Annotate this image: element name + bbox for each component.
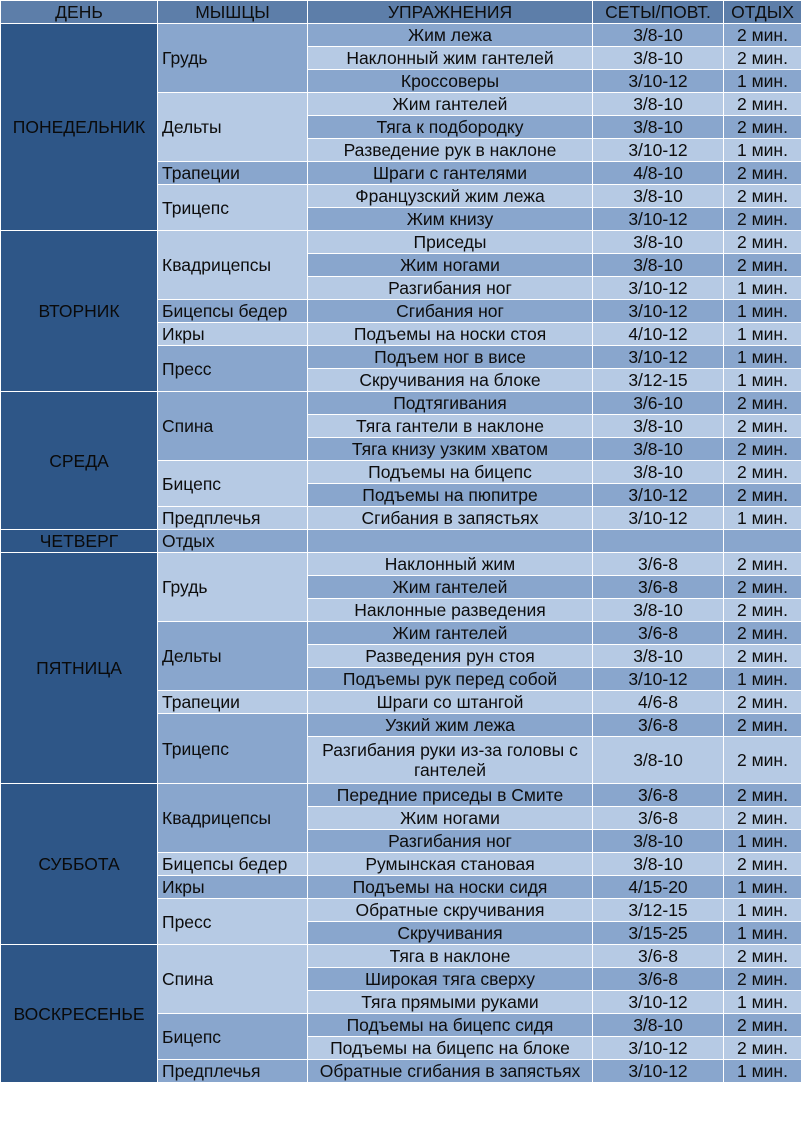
muscle-cell: Пресс: [158, 346, 308, 392]
header-rest: ОТДЫХ: [724, 1, 801, 24]
sets-cell: 3/8-10: [593, 830, 724, 853]
sets-cell: 3/10-12: [593, 1060, 724, 1083]
rest-cell: 2 мин.: [724, 691, 801, 714]
exercise-cell: Узкий жим лежа: [308, 714, 593, 737]
exercise-cell: Жим ногами: [308, 807, 593, 830]
rest-cell: 2 мин.: [724, 208, 801, 231]
rest-cell: 2 мин.: [724, 784, 801, 807]
exercise-cell: Жим ногами: [308, 254, 593, 277]
muscle-cell: Икры: [158, 323, 308, 346]
sets-cell: 3/10-12: [593, 484, 724, 507]
sets-cell: 3/8-10: [593, 853, 724, 876]
muscle-cell: Трапеции: [158, 691, 308, 714]
sets-cell: 3/8-10: [593, 24, 724, 47]
rest-cell: 1 мин.: [724, 991, 801, 1014]
exercise-cell: Жим гантелей: [308, 93, 593, 116]
header-exercises: УПРАЖНЕНИЯ: [308, 1, 593, 24]
rest-cell: 2 мин.: [724, 162, 801, 185]
muscle-cell: Бицепсы бедер: [158, 853, 308, 876]
exercise-cell: Широкая тяга сверху: [308, 968, 593, 991]
exercise-cell: Разведения рун стоя: [308, 645, 593, 668]
rest-cell: 2 мин.: [724, 254, 801, 277]
exercise-cell: Подъемы на носки сидя: [308, 876, 593, 899]
rest-cell: 2 мин.: [724, 737, 801, 784]
rest-cell: 2 мин.: [724, 553, 801, 576]
rest-cell: 2 мин.: [724, 93, 801, 116]
muscle-cell: Пресс: [158, 899, 308, 945]
sets-cell: 3/10-12: [593, 346, 724, 369]
day-cell: ПОНЕДЕЛЬНИК: [1, 24, 158, 231]
sets-cell: 3/10-12: [593, 139, 724, 162]
rest-cell: 1 мин.: [724, 876, 801, 899]
rest-cell: 1 мин.: [724, 1060, 801, 1083]
rest-cell: 1 мин.: [724, 369, 801, 392]
exercise-cell: Тяга гантели в наклоне: [308, 415, 593, 438]
sets-cell: 3/8-10: [593, 116, 724, 139]
muscle-cell: Грудь: [158, 553, 308, 622]
muscle-cell: Предплечья: [158, 507, 308, 530]
table-row: [1, 24, 801, 47]
sets-cell: 4/6-8: [593, 691, 724, 714]
muscle-cell: Предплечья: [158, 1060, 308, 1083]
exercise-cell: Подъемы на пюпитре: [308, 484, 593, 507]
exercise-cell: Подъемы на бицепс на блоке: [308, 1037, 593, 1060]
exercise-cell: Передние приседы в Смите: [308, 784, 593, 807]
sets-cell: 3/8-10: [593, 47, 724, 70]
sets-cell: 3/6-8: [593, 807, 724, 830]
sets-cell: 3/8-10: [593, 1014, 724, 1037]
sets-cell: 3/6-8: [593, 553, 724, 576]
exercise-cell: Сгибания ног: [308, 300, 593, 323]
rest-cell: 1 мин.: [724, 668, 801, 691]
rest-cell: 2 мин.: [724, 438, 801, 461]
muscle-cell: Спина: [158, 945, 308, 1014]
exercise-cell: Разгибания руки из-за головы с гантелей: [308, 737, 593, 784]
exercise-cell: Разгибания ног: [308, 277, 593, 300]
rest-cell: 2 мин.: [724, 853, 801, 876]
exercise-cell: Подъемы на бицепс сидя: [308, 1014, 593, 1037]
exercise-cell: Подтягивания: [308, 392, 593, 415]
sets-cell: 3/12-15: [593, 369, 724, 392]
exercise-cell: Шраги с гантелями: [308, 162, 593, 185]
rest-cell: 2 мин.: [724, 461, 801, 484]
exercise-cell: Подъем ног в висе: [308, 346, 593, 369]
exercise-cell: Разгибания ног: [308, 830, 593, 853]
table-row: [1, 530, 801, 553]
sets-cell: 3/6-10: [593, 392, 724, 415]
sets-cell: 3/10-12: [593, 668, 724, 691]
sets-cell: [593, 530, 724, 553]
exercise-cell: Обратные скручивания: [308, 899, 593, 922]
header-row: [1, 1, 801, 24]
rest-cell: 1 мин.: [724, 507, 801, 530]
sets-cell: 3/8-10: [593, 231, 724, 254]
sets-cell: 3/10-12: [593, 277, 724, 300]
rest-cell: 1 мин.: [724, 899, 801, 922]
rest-cell: 2 мин.: [724, 576, 801, 599]
table-row: [1, 784, 801, 807]
exercise-cell: Обратные сгибания в запястьях: [308, 1060, 593, 1083]
rest-cell: 1 мин.: [724, 830, 801, 853]
sets-cell: 3/10-12: [593, 991, 724, 1014]
sets-cell: 3/6-8: [593, 622, 724, 645]
muscle-cell: Дельты: [158, 93, 308, 162]
sets-cell: 4/15-20: [593, 876, 724, 899]
muscle-cell: Бицепс: [158, 461, 308, 507]
rest-cell: 1 мин.: [724, 922, 801, 945]
rest-cell: 2 мин.: [724, 1037, 801, 1060]
sets-cell: 3/10-12: [593, 507, 724, 530]
sets-cell: 3/10-12: [593, 1037, 724, 1060]
rest-cell: 2 мин.: [724, 1014, 801, 1037]
sets-cell: 3/10-12: [593, 208, 724, 231]
muscle-cell: Грудь: [158, 24, 308, 93]
muscle-cell: Трицепс: [158, 714, 308, 784]
muscle-cell: Отдых: [158, 530, 308, 553]
day-cell: СРЕДА: [1, 392, 158, 530]
day-cell: ЧЕТВЕРГ: [1, 530, 158, 553]
exercise-cell: Тяга в наклоне: [308, 945, 593, 968]
exercise-cell: Жим гантелей: [308, 576, 593, 599]
exercise-cell: Подъемы на носки стоя: [308, 323, 593, 346]
exercise-cell: Жим лежа: [308, 24, 593, 47]
exercise-cell: Наклонный жим гантелей: [308, 47, 593, 70]
table-row: [1, 945, 801, 968]
table-body: [1, 24, 801, 1083]
exercise-cell: Приседы: [308, 231, 593, 254]
rest-cell: 2 мин.: [724, 185, 801, 208]
sets-cell: 3/10-12: [593, 70, 724, 93]
sets-cell: 3/12-15: [593, 899, 724, 922]
rest-cell: 2 мин.: [724, 24, 801, 47]
rest-cell: 1 мин.: [724, 300, 801, 323]
sets-cell: 3/6-8: [593, 784, 724, 807]
exercise-cell: Тяга прямыми руками: [308, 991, 593, 1014]
exercise-cell: Румынская становая: [308, 853, 593, 876]
muscle-cell: Бицепсы бедер: [158, 300, 308, 323]
sets-cell: 3/8-10: [593, 737, 724, 784]
sets-cell: 3/8-10: [593, 461, 724, 484]
rest-cell: 2 мин.: [724, 807, 801, 830]
exercise-cell: Шраги со штангой: [308, 691, 593, 714]
day-cell: ПЯТНИЦА: [1, 553, 158, 784]
rest-cell: 2 мин.: [724, 645, 801, 668]
sets-cell: 3/8-10: [593, 185, 724, 208]
rest-cell: 2 мин.: [724, 116, 801, 139]
exercise-cell: Подъемы на бицепс: [308, 461, 593, 484]
header-sets: СЕТЫ/ПОВТ.: [593, 1, 724, 24]
sets-cell: 4/10-12: [593, 323, 724, 346]
table-row: [1, 231, 801, 254]
exercise-cell: Скручивания: [308, 922, 593, 945]
header-day: ДЕНЬ: [1, 1, 158, 24]
exercise-cell: Сгибания в запястьях: [308, 507, 593, 530]
sets-cell: 3/10-12: [593, 300, 724, 323]
muscle-cell: Дельты: [158, 622, 308, 691]
sets-cell: 3/6-8: [593, 714, 724, 737]
exercise-cell: Тяга книзу узким хватом: [308, 438, 593, 461]
rest-cell: 1 мин.: [724, 70, 801, 93]
exercise-cell: Жим книзу: [308, 208, 593, 231]
rest-cell: 2 мин.: [724, 231, 801, 254]
rest-cell: 1 мин.: [724, 346, 801, 369]
rest-cell: [724, 530, 801, 553]
muscle-cell: Квадрицепсы: [158, 784, 308, 853]
rest-cell: 1 мин.: [724, 323, 801, 346]
rest-cell: 2 мин.: [724, 392, 801, 415]
exercise-cell: Наклонные разведения: [308, 599, 593, 622]
sets-cell: 3/8-10: [593, 645, 724, 668]
rest-cell: 2 мин.: [724, 599, 801, 622]
rest-cell: 2 мин.: [724, 945, 801, 968]
muscle-cell: Квадрицепсы: [158, 231, 308, 300]
exercise-cell: Французский жим лежа: [308, 185, 593, 208]
sets-cell: 3/8-10: [593, 438, 724, 461]
sets-cell: 3/6-8: [593, 945, 724, 968]
sets-cell: 3/8-10: [593, 254, 724, 277]
rest-cell: 2 мин.: [724, 714, 801, 737]
sets-cell: 3/6-8: [593, 576, 724, 599]
exercise-cell: Разведение рук в наклоне: [308, 139, 593, 162]
header-muscles: МЫШЦЫ: [158, 1, 308, 24]
sets-cell: 3/8-10: [593, 93, 724, 116]
rest-cell: 2 мин.: [724, 622, 801, 645]
exercise-cell: Наклонный жим: [308, 553, 593, 576]
table-row: [1, 553, 801, 576]
day-cell: СУББОТА: [1, 784, 158, 945]
sets-cell: 4/8-10: [593, 162, 724, 185]
exercise-cell: Кроссоверы: [308, 70, 593, 93]
muscle-cell: Спина: [158, 392, 308, 461]
table-row: [1, 392, 801, 415]
day-cell: ВТОРНИК: [1, 231, 158, 392]
muscle-cell: Икры: [158, 876, 308, 899]
exercise-cell: Тяга к подбородку: [308, 116, 593, 139]
sets-cell: 3/8-10: [593, 415, 724, 438]
rest-cell: 2 мин.: [724, 47, 801, 70]
sets-cell: 3/8-10: [593, 599, 724, 622]
rest-cell: 1 мин.: [724, 277, 801, 300]
muscle-cell: Трицепс: [158, 185, 308, 231]
exercise-cell: [308, 530, 593, 553]
muscle-cell: Бицепс: [158, 1014, 308, 1060]
rest-cell: 2 мин.: [724, 484, 801, 507]
sets-cell: 3/15-25: [593, 922, 724, 945]
rest-cell: 1 мин.: [724, 139, 801, 162]
sets-cell: 3/6-8: [593, 968, 724, 991]
exercise-cell: Жим гантелей: [308, 622, 593, 645]
day-cell: ВОСКРЕСЕНЬЕ: [1, 945, 158, 1083]
exercise-cell: Подъемы рук перед собой: [308, 668, 593, 691]
exercise-cell: Скручивания на блоке: [308, 369, 593, 392]
muscle-cell: Трапеции: [158, 162, 308, 185]
rest-cell: 2 мин.: [724, 415, 801, 438]
rest-cell: 2 мин.: [724, 968, 801, 991]
